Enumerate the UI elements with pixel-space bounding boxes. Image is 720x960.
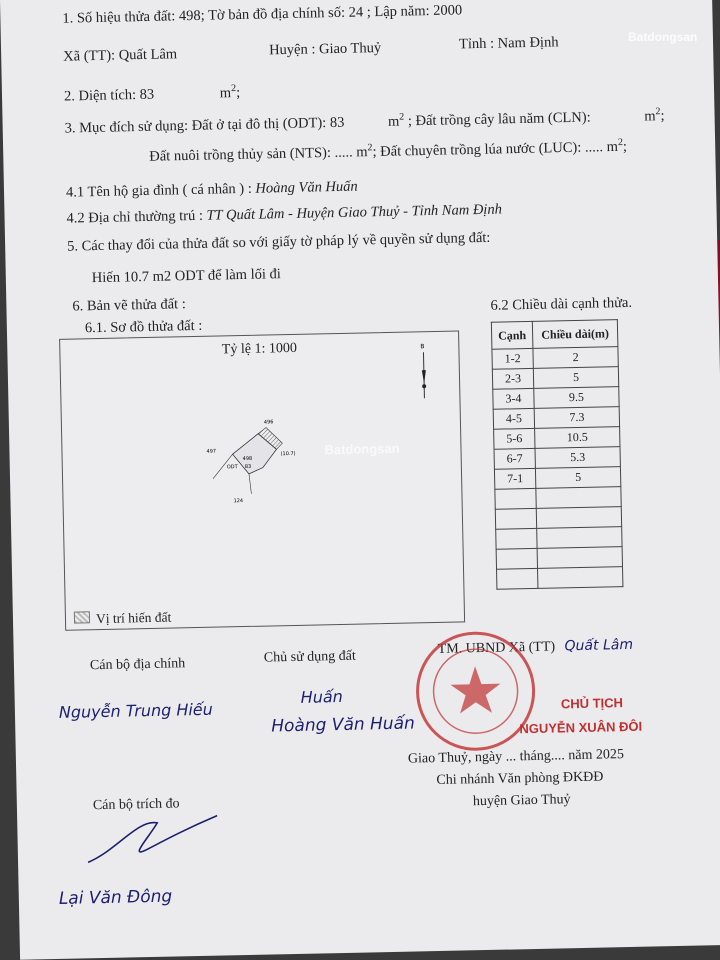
land-use-line-2: Đất nuôi trồng thủy sản (NTS): ..... $m^2$; Đất chuyên trồng lúa nước (LUC): ..... $m^2$; [149, 136, 628, 165]
surveyor-label: Cán bộ trích đo [92, 796, 180, 814]
odt-unit: m [387, 113, 400, 130]
donation-legend-swatch [74, 611, 90, 623]
commune-handwritten: Quất Lâm [564, 636, 634, 655]
table-row [497, 567, 623, 590]
land-user-signature-short: Huấn [300, 686, 343, 707]
parcel-label-498: 498 [242, 455, 253, 463]
owner-address-line: 4.2 Địa chỉ thường trú : TT Quất Lâm - Huyện Giao Thuỷ - Tỉnh Nam Định [66, 201, 503, 227]
edge-column-header: Cạnh [491, 321, 533, 349]
district-label: Huyện : Giao Thuỷ [268, 40, 382, 59]
table-row [496, 547, 622, 570]
land-user-label: Chủ sử dụng đất [263, 648, 356, 666]
parcel-area-label: 83 [244, 463, 252, 470]
owner-name-line: 4.1 Tên hộ gia đình ( cá nhân ) : Hoàng Văn Huấn [65, 178, 358, 201]
north-arrow-icon [416, 340, 431, 400]
cln-purpose: ; Đất trồng cây lâu năm (CLN): [407, 109, 591, 130]
branch-district: huyện Giao Thuỷ [472, 792, 571, 810]
chairman-title: CHỦ TỊCH [560, 695, 624, 712]
committee-label: TM. UBND Xã (TT) Quất Lâm [437, 636, 634, 657]
donation-legend-label: Vị trí hiến đất [95, 609, 172, 627]
corner-watermark: Batdongsan [628, 30, 698, 44]
surveyor-signature: Lại Văn Đông [58, 886, 173, 909]
table-row: 7-1 5 [494, 467, 620, 490]
branch-office: Chi nhánh Văn phòng ĐKĐĐ [436, 769, 604, 789]
drawing-section: 6. Bản vẽ thửa đất : [72, 296, 186, 315]
odt-purpose: 3. Mục đích sử dụng: Đất ở tại đô thị (ODT): 83 [64, 114, 345, 137]
drawing-subsection: 6.1. Sơ đồ thửa đất : [84, 317, 203, 337]
cadastral-officer-label: Cán bộ địa chính [89, 656, 186, 674]
donated-area-label: (10.7) [280, 450, 296, 458]
area-line: 2. Diện tích: 83 $m^2$; [63, 83, 241, 105]
table-row: 2-3 5 [492, 367, 618, 390]
parcel-label-496: 496 [263, 419, 274, 426]
owner-name: Hoàng Văn Huấn [255, 178, 358, 197]
parcel-drawing [202, 405, 304, 517]
table-row: 5-6 10.5 [494, 427, 620, 450]
parcel-sketch [59, 330, 465, 630]
owner-address: TT Quất Lâm - Huyện Giao Thuỷ - Tỉnh Nam Định [206, 201, 503, 224]
table-row [495, 487, 621, 510]
edge-length-table [491, 319, 624, 590]
length-column-header: Chiều dài(m) [532, 320, 618, 349]
table-row: 4-5 7.3 [493, 407, 619, 430]
parcel-number-line: 1. Số hiệu thửa đất: 498; Tờ bản đồ địa chính số: 24 ; Lập năm: 2000 [62, 2, 463, 27]
table-row: 1-2 2 [492, 347, 618, 370]
scale-label: Tỷ lệ 1: 1000 [221, 340, 298, 358]
commune-label: Xã (TT): Quất Lâm [63, 46, 178, 65]
changes-label: 5. Các thay đổi của thửa đất so với giấy tờ pháp lý về quyền sử dụng đất: [67, 229, 491, 255]
table-row [495, 507, 621, 530]
table-row: 3-4 9.5 [493, 387, 619, 410]
nts-purpose: Đất nuôi trồng thủy sản (NTS): ..... [149, 144, 353, 165]
table-row [496, 527, 622, 550]
surveyor-signature-mark [77, 807, 228, 870]
chairman-name: NGUYỄN XUÂN ĐÔI [519, 718, 643, 737]
watermark-text: Batdongsan [324, 440, 400, 458]
north-letter: B [420, 343, 425, 351]
issue-date: Giao Thuỷ, ngày ... tháng.... năm 2025 [407, 747, 625, 767]
parcel-use-label: ODT [226, 464, 238, 471]
land-use-line-1: 3. Mục đích sử dụng: Đất ở tại đô thị (ODT): 83 $m^2$ ; Đất trồng cây lâu năm (CLN): $m^2$; [64, 106, 665, 137]
cadastral-officer-signature: Nguyễn Trung Hiếu [58, 699, 214, 722]
parcel-label-497: 497 [206, 448, 217, 455]
land-user-signature: Hoàng Văn Huấn [271, 713, 415, 737]
province-label: Tỉnh : Nam Định [458, 34, 559, 53]
changes-value: Hiến 10.7 m2 ODT để làm lối đi [91, 266, 282, 287]
table-row: 6-7 5.3 [494, 447, 620, 470]
luc-purpose: ; Đất chuyên trồng lúa nước (LUC): ..... [372, 139, 604, 161]
area-unit: m [219, 85, 232, 102]
lengths-title: 6.2 Chiều dài cạnh thửa. [490, 294, 633, 314]
parcel-label-124: 124 [233, 498, 244, 505]
area-value: 2. Diện tích: 83 [63, 86, 155, 105]
